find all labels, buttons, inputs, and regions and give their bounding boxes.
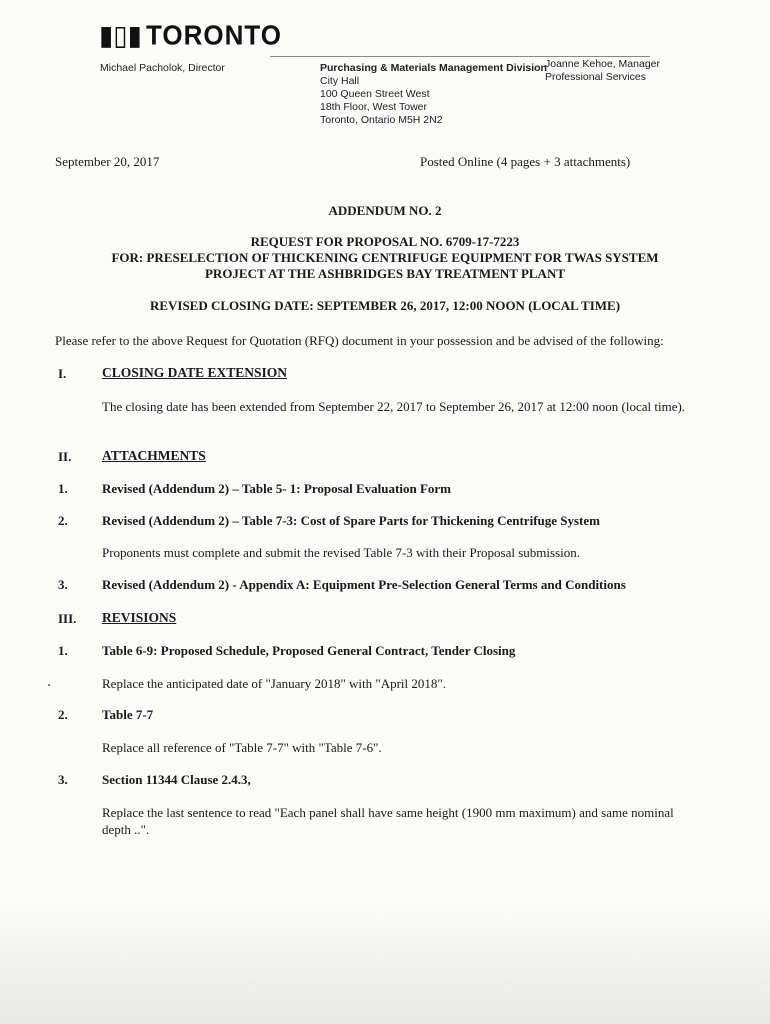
item-number: 2. xyxy=(58,707,68,722)
revision-item-title: Section 11344 Clause 2.4.3, xyxy=(102,772,251,787)
logo-text: TORONTO xyxy=(145,19,282,51)
manager-line: Joanne Kehoe, Manager xyxy=(545,58,661,70)
section-heading-closing-date: CLOSING DATE EXTENSION xyxy=(102,365,288,380)
division-line: 18th Floor, West Tower xyxy=(320,101,427,113)
city-logo xyxy=(99,19,282,52)
logo-mark-icon: ▮▯▮ xyxy=(99,19,142,51)
revision-item-title: Table 7-7 xyxy=(102,707,154,722)
revision-item-paragraph: Replace the last sentence to read "Each panel shall have same height (1900 mm maximum) and same nominal depth ..". xyxy=(102,805,674,837)
attachment-item-title: Revised (Addendum 2) - Appendix A: Equipment Pre-Selection General Terms and Conditions xyxy=(102,577,626,592)
attachment-item-paragraph: Proponents must complete and submit the revised Table 7-3 with their Proposal submission. xyxy=(102,545,580,560)
rfp-title-line: PROJECT AT THE ASHBRIDGES BAY TREATMENT PLANT xyxy=(204,266,565,281)
revision-item-paragraph: Replace all reference of "Table 7-7" with "Table 7-6". xyxy=(102,740,382,755)
posted-online-note: Posted Online (4 pages + 3 attachments) xyxy=(420,154,631,169)
letterhead-divider xyxy=(270,56,650,57)
section-heading-revisions: REVISIONS xyxy=(102,610,177,625)
division-line: 100 Queen Street West xyxy=(320,88,430,100)
document-date: September 20, 2017 xyxy=(55,154,160,169)
revision-item-paragraph: Replace the anticipated date of "January 2018" with "April 2018". xyxy=(102,676,446,691)
manager-line: Professional Services xyxy=(545,71,646,83)
item-number: 1. xyxy=(58,643,68,658)
intro-paragraph: Please refer to the above Request for Quotation (RFQ) document in your possession and be advised of the following: xyxy=(55,333,664,348)
division-line: City Hall xyxy=(320,75,360,87)
section-numeral: II. xyxy=(58,449,72,464)
attachment-item-title: Revised (Addendum 2) – Table 5- 1: Proposal Evaluation Form xyxy=(102,481,451,496)
closing-date-paragraph: The closing date has been extended from September 22, 2017 to September 26, 2017 at 12:00 noon (local time). xyxy=(102,399,686,414)
section-heading-attachments: ATTACHMENTS xyxy=(102,448,206,463)
manager-info xyxy=(545,58,660,84)
division-line: Toronto, Ontario M5H 2N2 xyxy=(320,114,443,126)
item-number: 3. xyxy=(58,772,68,787)
scan-speck xyxy=(48,684,50,686)
scan-shading xyxy=(0,904,770,1024)
item-number: 1. xyxy=(58,481,68,496)
director-name: Michael Pacholok, Director xyxy=(100,62,225,74)
attachment-item-title: Revised (Addendum 2) – Table 7-3: Cost of Spare Parts for Thickening Centrifuge System xyxy=(102,513,600,528)
section-numeral: III. xyxy=(58,611,77,626)
revised-closing-date: REVISED CLOSING DATE: SEPTEMBER 26, 2017, 12:00 NOON (LOCAL TIME) xyxy=(149,298,621,313)
revision-item-title: Table 6-9: Proposed Schedule, Proposed General Contract, Tender Closing xyxy=(102,643,516,658)
division-address xyxy=(320,62,547,127)
section-numeral: I. xyxy=(58,366,67,381)
item-number: 2. xyxy=(58,513,68,528)
rfp-title xyxy=(0,234,770,282)
rfp-title-line: FOR: PRESELECTION OF THICKENING CENTRIFUGE EQUIPMENT FOR TWAS SYSTEM xyxy=(111,250,659,265)
division-line: Purchasing & Materials Management Division xyxy=(320,62,547,74)
item-number: 3. xyxy=(58,577,68,592)
rfp-title-line: REQUEST FOR PROPOSAL NO. 6709-17-7223 xyxy=(250,234,520,249)
addendum-title: ADDENDUM NO. 2 xyxy=(328,203,442,218)
